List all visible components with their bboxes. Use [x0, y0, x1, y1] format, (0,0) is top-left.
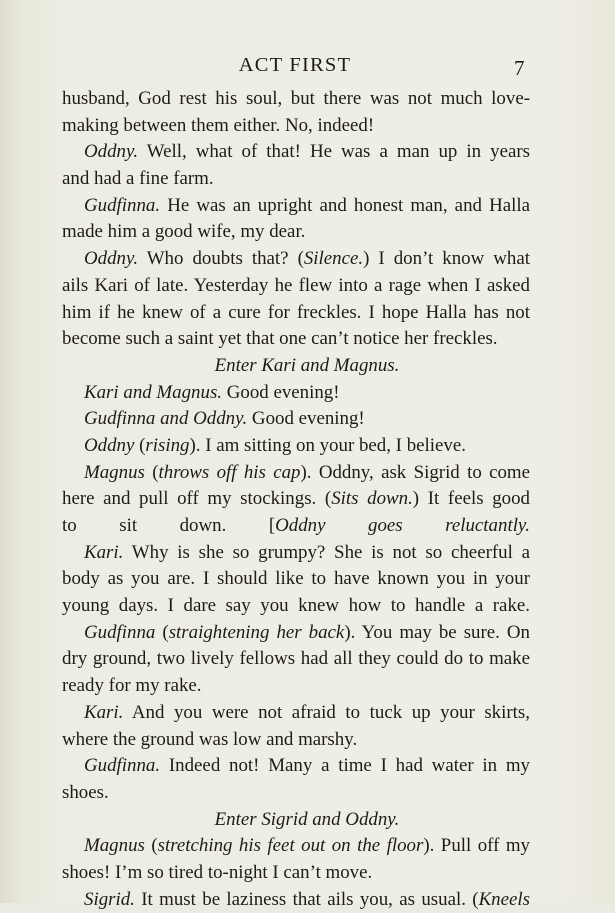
italic-segment: Magnus	[84, 835, 145, 857]
text-segment: ) I don’t know what	[363, 248, 530, 270]
text-segment: young days. I dare say you knew how to handle a rake.	[62, 595, 530, 617]
text-segment: Why is she so grumpy? She is not so cheerful a	[123, 541, 530, 563]
text-segment: ). I am sitting on your bed, I believe.	[189, 434, 466, 456]
text-line	[62, 620, 530, 647]
text-line	[62, 139, 530, 166]
text-line	[62, 513, 530, 540]
play-text	[62, 86, 530, 913]
text-segment: He was an upright and honest man, and Halla	[160, 194, 530, 216]
text-line	[62, 380, 530, 407]
text-line	[62, 326, 530, 353]
text-segment: ready for my rake.	[62, 675, 202, 697]
italic-segment: Gudfinna and Oddny.	[84, 408, 248, 430]
text-segment: him if he knew of a cure for freckles. I hope Halla has not	[62, 301, 530, 323]
italic-segment: Gudfinna.	[84, 755, 161, 777]
text-line	[62, 566, 530, 593]
text-segment: It must be laziness that ails you, as usual. (	[134, 888, 479, 910]
text-segment: ). You may be sure. On	[344, 621, 531, 643]
italic-segment: Gudfinna	[84, 621, 156, 643]
text-segment: ). Pull off my	[423, 835, 530, 857]
italic-segment: throws off his cap	[158, 461, 301, 483]
italic-segment: Kari.	[84, 541, 124, 563]
text-segment: husband, God rest his soul, but there was not much love-	[62, 88, 530, 109]
text-segment: where the ground was low and marshy.	[62, 728, 358, 750]
text-segment: Indeed not! Many a time I had water in my	[160, 755, 530, 777]
text-line	[62, 860, 530, 887]
text-line	[62, 353, 530, 380]
text-line	[62, 300, 530, 327]
text-line	[62, 700, 530, 727]
italic-segment: Oddny goes reluctantly.	[275, 515, 531, 536]
text-line	[62, 273, 530, 300]
text-segment: shoes! I’m so tired to-night I can’t move.	[62, 861, 373, 883]
italic-segment: Silence.	[303, 248, 364, 270]
text-segment: here and pull off my stockings. (	[62, 488, 332, 510]
text-segment: and had a fine farm.	[62, 168, 214, 190]
text-segment: (	[144, 835, 158, 857]
text-line	[62, 193, 530, 220]
text-line	[62, 833, 530, 860]
text-line	[62, 887, 530, 913]
text-segment: dry ground, two lively fellows had all they could do to make	[62, 648, 530, 670]
text-segment: (	[144, 461, 159, 483]
text-segment: Good evening!	[222, 381, 340, 403]
text-line	[62, 486, 530, 513]
text-line	[62, 219, 530, 246]
italic-segment: Oddny	[84, 434, 135, 456]
text-segment: become such a saint yet that one can’t notice her freckles.	[62, 328, 498, 350]
italic-segment: Oddny.	[84, 141, 139, 163]
text-segment: Well, what of that! He was a man up in years	[138, 141, 530, 163]
italic-segment: Gudfinna.	[84, 194, 161, 216]
text-segment: (	[155, 621, 169, 643]
text-line	[62, 646, 530, 673]
italic-segment: stretching his feet out on the floor	[157, 835, 424, 857]
text-line	[62, 673, 530, 700]
text-segment: (	[134, 434, 146, 456]
text-segment: ails Kari of late. Yesterday he flew into a rage when I asked	[62, 274, 530, 296]
italic-segment: Kari.	[84, 701, 124, 723]
text-line	[62, 86, 530, 113]
italic-segment: Kari and Magnus.	[84, 381, 223, 403]
italic-segment: straightening her back	[168, 621, 345, 643]
text-segment: Who doubts that? (	[138, 248, 304, 270]
text-segment: Good evening!	[247, 408, 365, 430]
text-line	[62, 246, 530, 273]
text-line	[62, 406, 530, 433]
text-segment: And you were not afraid to tuck up your skirts,	[123, 701, 530, 723]
text-line	[62, 113, 530, 140]
text-line	[62, 166, 530, 193]
text-line	[62, 807, 530, 834]
text-segment: making between them either. No, indeed!	[62, 114, 375, 136]
text-line	[62, 780, 530, 807]
text-segment: body as you are. I should like to have known you in your	[62, 568, 530, 590]
italic-segment: Enter Sigrid and Oddny.	[214, 808, 400, 830]
italic-segment: Sits down.	[331, 488, 413, 510]
italic-segment: Kneels	[478, 888, 530, 910]
text-line	[62, 727, 530, 754]
italic-segment: Sigrid.	[84, 888, 135, 910]
page-number: 7	[514, 56, 525, 80]
italic-segment: Enter Kari and Magnus.	[214, 354, 400, 376]
italic-segment: rising	[145, 434, 190, 456]
running-head	[0, 52, 615, 78]
text-line	[62, 593, 530, 620]
text-line	[62, 753, 530, 780]
text-segment: to sit down.	[62, 515, 269, 536]
text-segment: ). Oddny, ask Sigrid to come	[300, 461, 531, 483]
text-line	[62, 540, 530, 567]
act-title: ACT FIRST	[238, 54, 352, 76]
italic-segment: Oddny.	[84, 248, 139, 270]
text-segment: shoes.	[62, 781, 109, 803]
text-segment: ) It feels good	[412, 488, 530, 510]
text-line	[62, 460, 530, 487]
text-segment: [	[268, 515, 276, 536]
italic-segment: Magnus	[84, 461, 145, 483]
text-line	[62, 433, 530, 460]
text-segment: made him a good wife, my dear.	[62, 221, 306, 243]
